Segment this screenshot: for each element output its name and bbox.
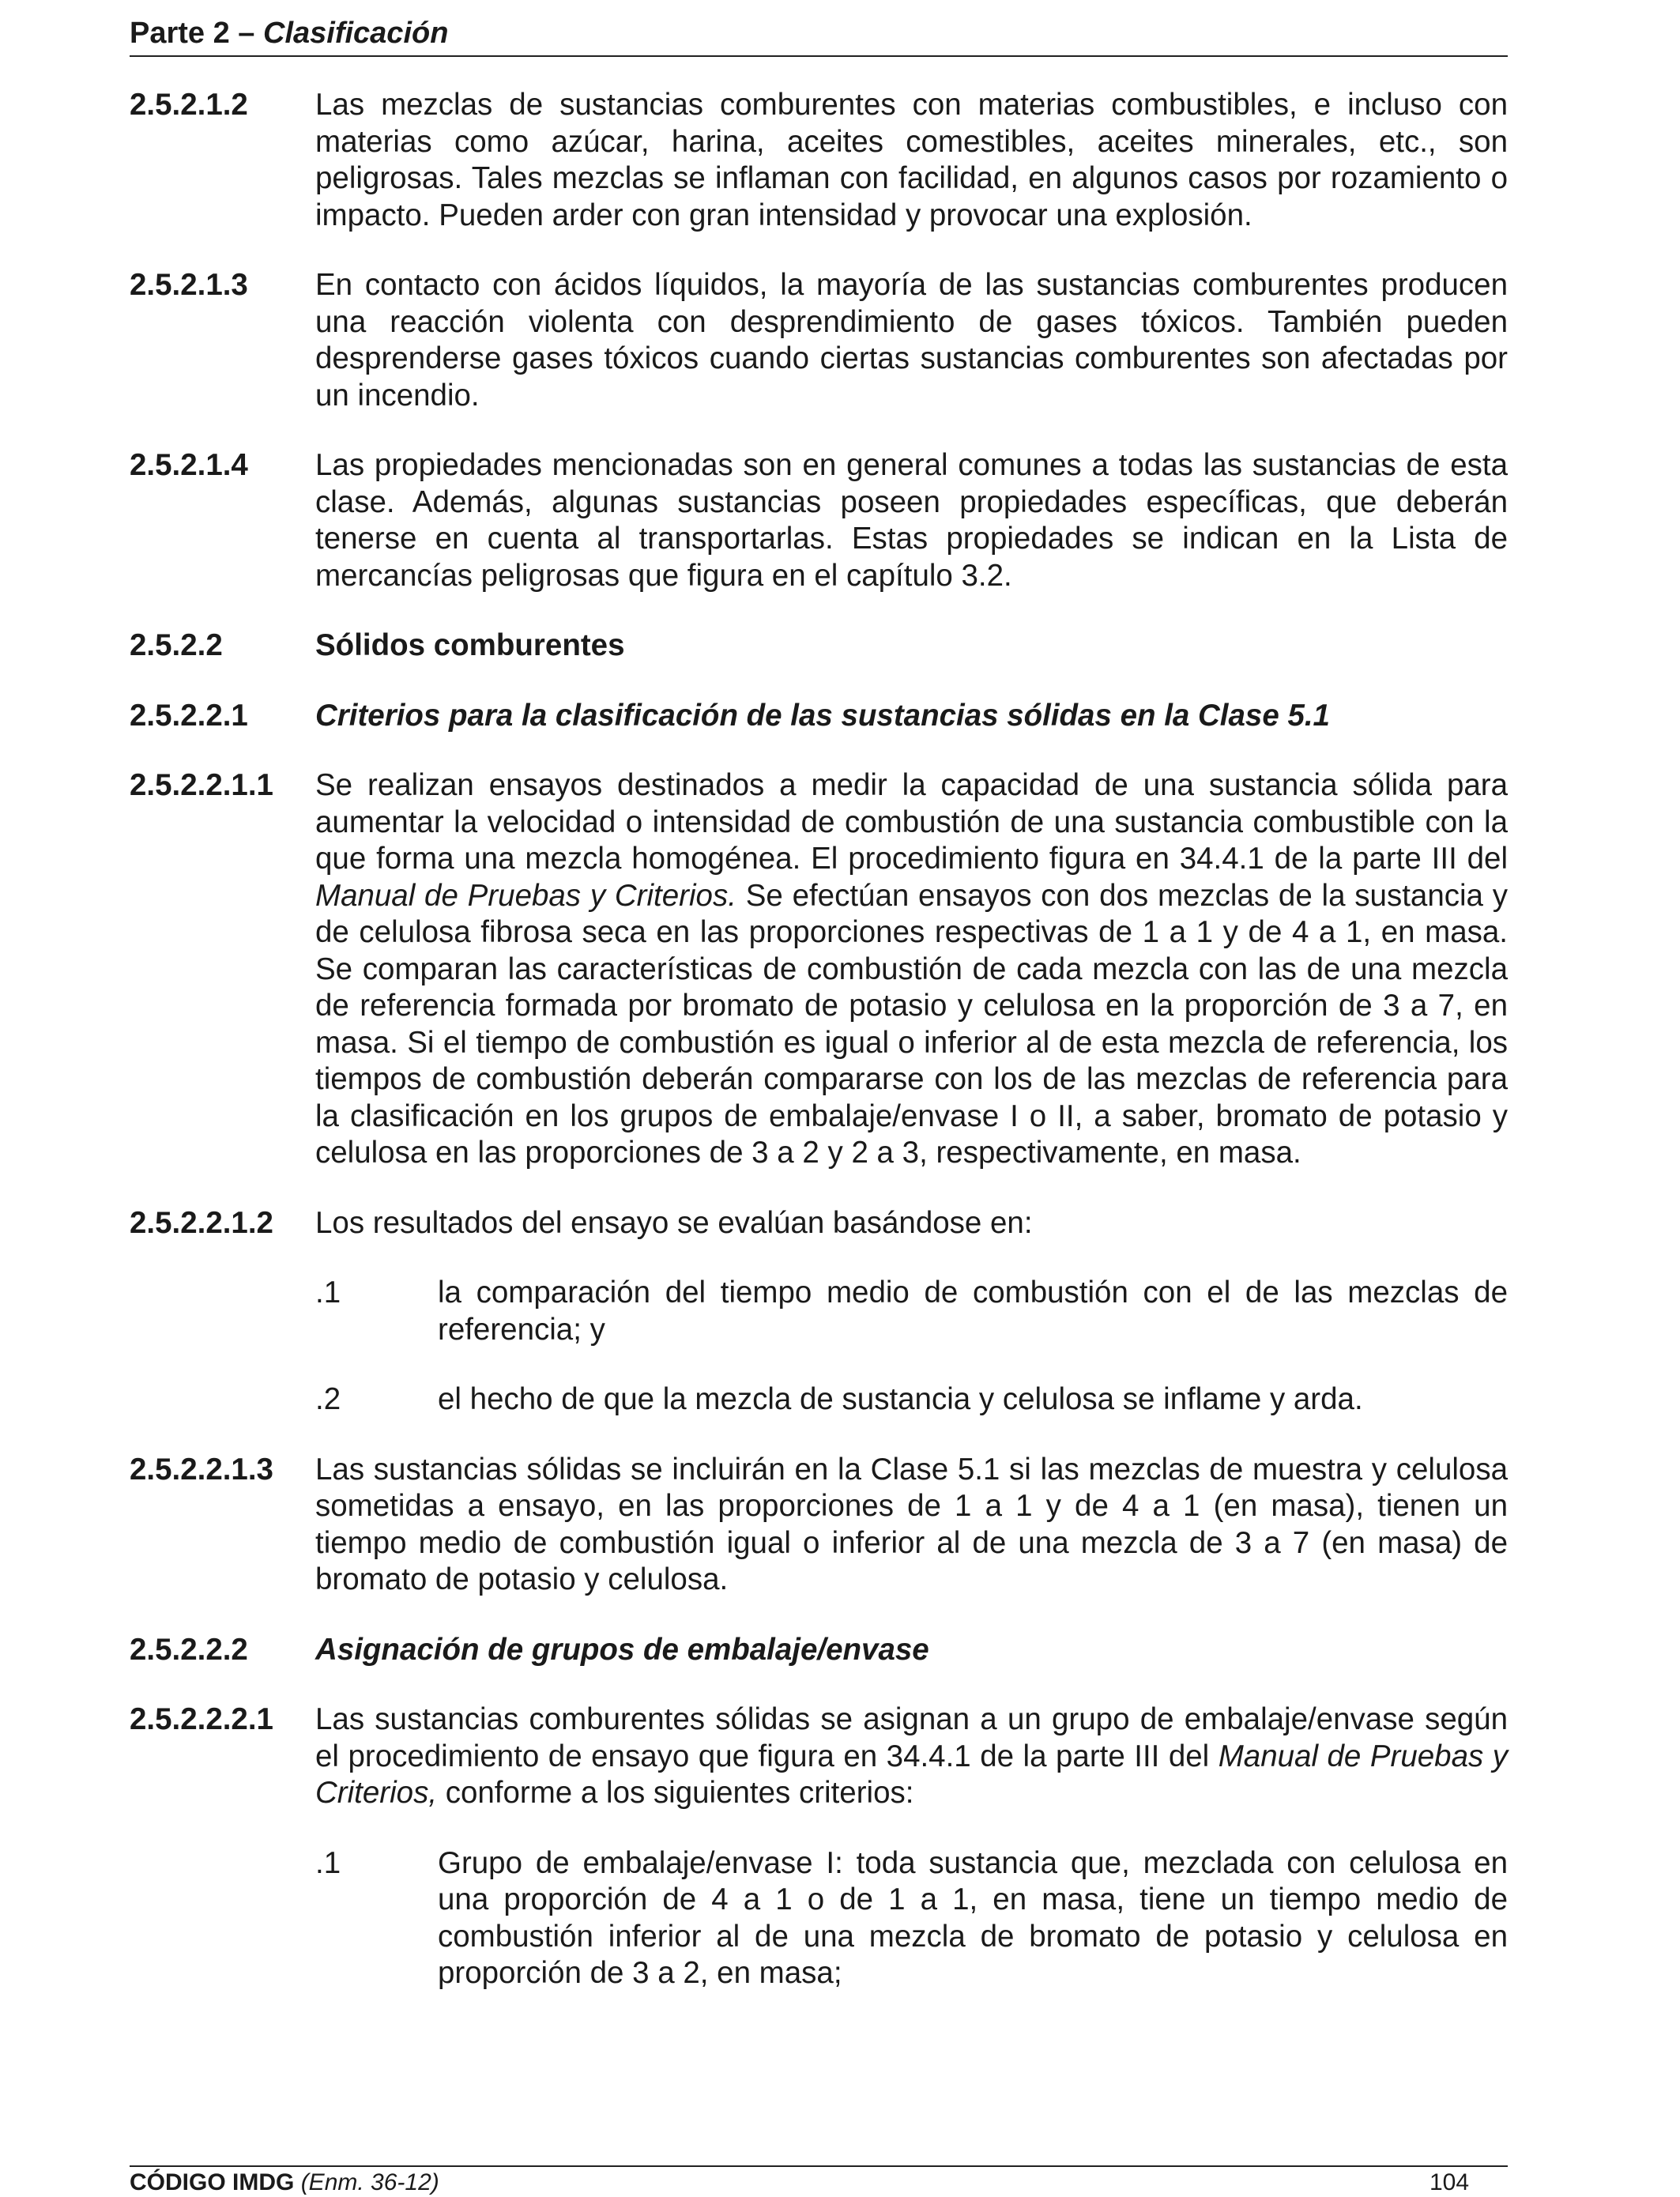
part-title: Clasificación bbox=[263, 17, 449, 50]
section-text bbox=[315, 767, 1508, 1172]
manual-reference: Manual de Pruebas y Criterios, bbox=[315, 1739, 1508, 1810]
list-item-number: .1 bbox=[315, 1276, 341, 1310]
list-item-number: .1 bbox=[315, 1845, 341, 1880]
text-part: Las sustancias comburentes sólidas se asignan a un grupo de embalaje/envase según el procedimiento de ensayo que figura en 34.4.1 de la parte III del bbox=[315, 1702, 1508, 1773]
section-text: Las sustancias sólidas se incluirán en la Clase 5.1 si las mezclas de muestra y celulosa sometidas a ensayo, en las proporciones de 1 a 1 y de 4 a 1 (en masa), tienen un tiempo medio de combustión igual o inferior al de una mezcla de 3 a 7 (en masa) de bromato de potasio y celulosa. bbox=[315, 1452, 1508, 1596]
list-item-text: la comparación del tiempo medio de combustión con el de las mezclas de referencia; y bbox=[438, 1276, 1508, 1347]
section-number: 2.5.2.2.1 bbox=[130, 698, 248, 733]
section-text: En contacto con ácidos líquidos, la mayoría de las sustancias comburentes producen una reacción violenta con desprendimiento de gases tóxicos. También pueden desprenderse gases tóxicos cuando ciertas sustancias comburentes son afectadas por un incendio. bbox=[315, 268, 1508, 413]
section-heading: Sólidos comburentes bbox=[315, 628, 625, 662]
list-item bbox=[315, 1845, 1508, 1992]
text-part: Se efectúan ensayos con dos mezclas de la sustancia y de celulosa fibrosa seca en las proporciones respectivas de 1 a 1 y de 4 a 1, en masa. Se comparan las características de combustión de cada mezcla con las de una mezcla de referencia formada por bromato de potasio y celulosa en la proporción de 3 a 7, en masa. Si el tiempo de combustión es igual o inferior al de esta mezcla de referencia, los tiempos de combustión deberán compararse con los de las mezclas de referencia para la clasificación en los grupos de embalaje/envase I o II, a saber, bromato de potasio y celulosa en las proporciones de 3 a 2 y 2 a 3, respectivamente, en masa. bbox=[315, 878, 1508, 1170]
page-number: 104 bbox=[1430, 2169, 1470, 2195]
section-2-5-2-2-1-1 bbox=[130, 767, 1508, 1172]
section-number: 2.5.2.1.2 bbox=[130, 88, 248, 122]
section-text: Las propiedades mencionadas son en general comunes a todas las sustancias de esta clase. Además, algunas sustancias poseen propiedades específicas, que deberán tenerse en cuenta al transportarlas. Estas propiedades se indican en la Lista de mercancías peligrosas que figura en el capítulo 3.2. bbox=[315, 448, 1508, 593]
code-name: CÓDIGO IMDG bbox=[130, 2169, 295, 2195]
list-item-text: el hecho de que la mezcla de sustancia y celulosa se inflame y arda. bbox=[438, 1382, 1363, 1416]
section-2-5-2-2-2 bbox=[130, 1632, 1508, 1669]
section-number: 2.5.2.2.1.1 bbox=[130, 768, 273, 802]
section-number: 2.5.2.2.1.2 bbox=[130, 1205, 273, 1240]
list-item bbox=[315, 1275, 1508, 1348]
list-item-text: Grupo de embalaje/envase I: toda sustancia que, mezclada con celulosa en una proporción de 4 a 1 o de 1 a 1, en masa, tiene un tiempo medio de combustión inferior al de una mezcla de bromato de potasio y celulosa en proporción de 3 a 2, en masa; bbox=[438, 1845, 1508, 1990]
text-part: conforme a los siguientes criterios: bbox=[437, 1776, 914, 1810]
section-number: 2.5.2.2.2.1 bbox=[130, 1702, 273, 1736]
section-2-5-2-1-3 bbox=[130, 267, 1508, 414]
section-number: 2.5.2.2.1.3 bbox=[130, 1452, 273, 1487]
part-label: Parte 2 – bbox=[130, 17, 263, 50]
list-item bbox=[315, 1381, 1508, 1419]
footer-code bbox=[130, 2169, 439, 2197]
section-2-5-2-2-2-1 bbox=[130, 1701, 1508, 1812]
section-heading: Criterios para la clasificación de las sustancias sólidas en la Clase 5.1 bbox=[315, 698, 1330, 733]
section-2-5-2-2-1-2 bbox=[130, 1205, 1508, 1242]
section-number: 2.5.2.2 bbox=[130, 628, 223, 662]
section-text: Las mezclas de sustancias comburentes con materias combustibles, e incluso con materias como azúcar, harina, aceites comestibles, aceites minerales, etc., son peligrosas. Tales mezclas se inflaman con facilidad, en algunos casos por rozamiento o impacto. Pueden arder con gran intensidad y provocar una explosión. bbox=[315, 88, 1508, 232]
section-2-5-2-1-2 bbox=[130, 87, 1508, 234]
section-text: Los resultados del ensayo se evalúan basándose en: bbox=[315, 1205, 1033, 1240]
page-header bbox=[130, 14, 1508, 57]
document-body bbox=[130, 87, 1508, 2026]
amendment: (Enm. 36-12) bbox=[300, 2169, 439, 2195]
section-2-5-2-2-1 bbox=[130, 698, 1508, 735]
list-item-number: .2 bbox=[315, 1382, 341, 1416]
text-part: Se realizan ensayos destinados a medir la capacidad de una sustancia sólida para aumentar la velocidad o intensidad de combustión de una sustancia combustible con la que forma una mezcla homogénea. El procedimiento figura en 34.4.1 de la parte III del bbox=[315, 768, 1508, 876]
section-text bbox=[315, 1701, 1508, 1812]
section-number: 2.5.2.1.4 bbox=[130, 448, 248, 482]
section-number: 2.5.2.2.2 bbox=[130, 1632, 248, 1667]
section-2-5-2-2 bbox=[130, 627, 1508, 665]
section-2-5-2-2-1-3 bbox=[130, 1452, 1508, 1599]
section-2-5-2-1-4 bbox=[130, 447, 1508, 594]
page-footer bbox=[130, 2165, 1508, 2195]
section-heading: Asignación de grupos de embalaje/envase bbox=[315, 1632, 929, 1667]
manual-reference: Manual de Pruebas y Criterios. bbox=[315, 878, 736, 913]
section-number: 2.5.2.1.3 bbox=[130, 268, 248, 302]
